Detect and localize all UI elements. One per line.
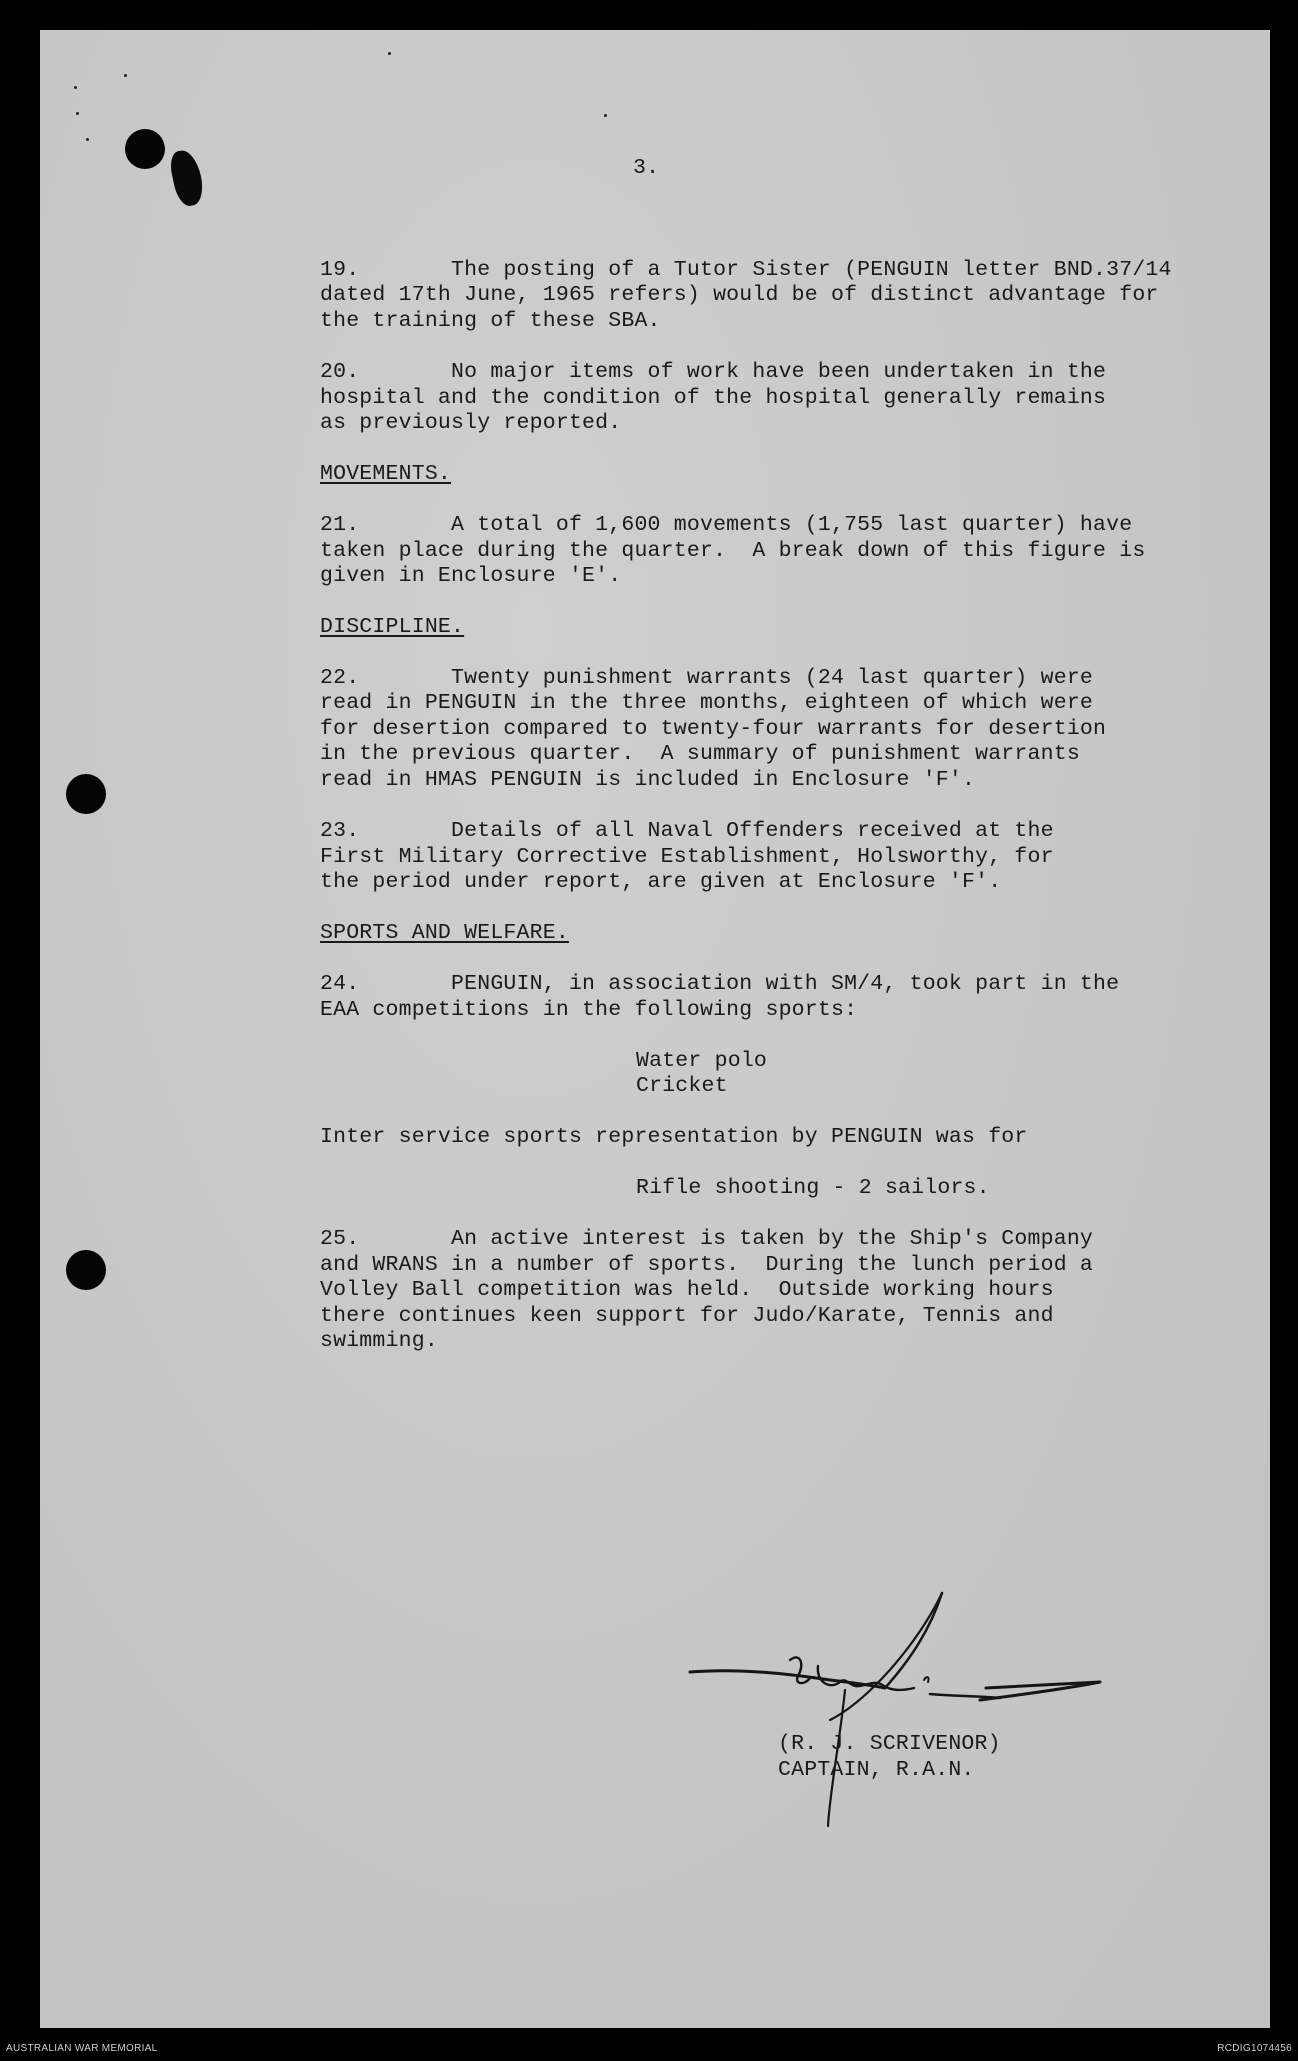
handwritten-signature — [680, 1590, 1110, 1830]
para-22-line: read in PENGUIN in the three months, eighteen of which were — [320, 691, 1094, 715]
footer-archive-name: AUSTRALIAN WAR MEMORIAL — [6, 2043, 158, 2054]
para-20-line: 20. No major items of work have been undertaken in the — [320, 360, 1107, 384]
para-23-line: First Military Corrective Establishment, Holsworthy, for — [320, 845, 1054, 869]
para-20-line: hospital and the condition of the hospital generally remains — [320, 386, 1107, 410]
para-22-line: read in HMAS PENGUIN is included in Enclosure 'F'. — [320, 768, 976, 792]
para-24-line: 24. PENGUIN, in association with SM/4, took part in the — [320, 972, 1120, 996]
punch-hole-middle — [66, 774, 106, 814]
para-20-line: as previously reported. — [320, 411, 622, 435]
signatory-rank: CAPTAIN, R.A.N. — [778, 1758, 975, 1782]
paper-speck — [76, 112, 79, 115]
punch-hole-top — [125, 129, 165, 169]
heading-movements: MOVEMENTS. — [320, 462, 452, 486]
para-25-line: Volley Ball competition was held. Outside working hours — [320, 1278, 1054, 1302]
paper-speck — [388, 52, 391, 55]
para-22-line: in the previous quarter. A summary of punishment warrants — [320, 742, 1080, 766]
signatory-name: (R. J. SCRIVENOR) — [778, 1732, 1001, 1756]
paper-speck — [604, 114, 607, 117]
heading-sports-and-welfare: SPORTS AND WELFARE. — [320, 921, 569, 945]
para-22-line: for desertion compared to twenty-four warrants for desertion — [320, 717, 1107, 741]
para-25-line: swimming. — [320, 1329, 438, 1353]
punch-hole-bottom — [66, 1250, 106, 1290]
para-24-line: EAA competitions in the following sports: — [320, 998, 858, 1022]
para-21-line: 21. A total of 1,600 movements (1,755 last quarter) have — [320, 513, 1133, 537]
para-25-line: there continues keen support for Judo/Karate, Tennis and — [320, 1304, 1054, 1328]
para-19-line: 19. The posting of a Tutor Sister (PENGUIN letter BND.37/14 — [320, 258, 1172, 282]
paper-speck — [86, 138, 89, 141]
para-19-line: dated 17th June, 1965 refers) would be of distinct advantage for — [320, 283, 1159, 307]
heading-discipline: DISCIPLINE. — [320, 615, 465, 639]
paper-speck — [74, 86, 77, 89]
sports-list-item: Water polo — [636, 1049, 768, 1073]
para-22-line: 22. Twenty punishment warrants (24 last quarter) were — [320, 666, 1094, 690]
para-21-line: given in Enclosure 'E'. — [320, 564, 622, 588]
para-25-line: and WRANS in a number of sports. During the lunch period a — [320, 1253, 1094, 1277]
para-21-line: taken place during the quarter. A break down of this figure is — [320, 539, 1146, 563]
para-23-line: 23. Details of all Naval Offenders received at the — [320, 819, 1054, 843]
rifle-shooting-line: Rifle shooting - 2 sailors. — [636, 1176, 990, 1200]
footer-record-id: RCDIG1074456 — [1217, 2043, 1292, 2054]
page-number: 3. — [633, 156, 660, 180]
sports-list-item: Cricket — [636, 1074, 728, 1098]
para-25-line: 25. An active interest is taken by the Ship's Company — [320, 1227, 1094, 1251]
para-23-line: the period under report, are given at Enclosure 'F'. — [320, 870, 1002, 894]
inter-service-line: Inter service sports representation by PENGUIN was for — [320, 1125, 1028, 1149]
para-19-line: the training of these SBA. — [320, 309, 661, 333]
paper-speck — [124, 74, 127, 77]
